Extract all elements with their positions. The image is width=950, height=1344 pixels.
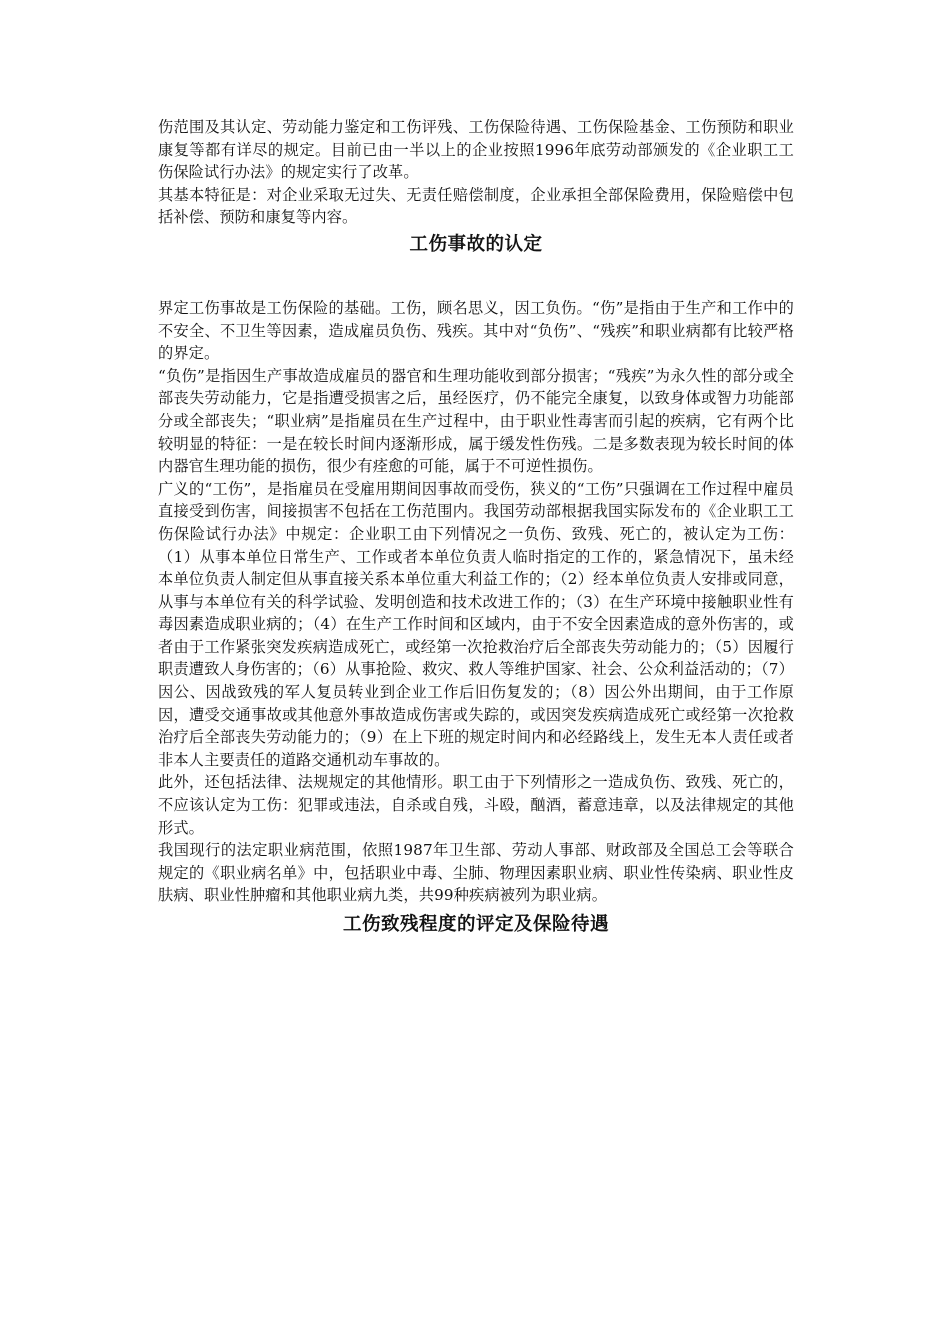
section1-paragraph-1: 界定工伤事故是工伤保险的基础。工伤，顾名思义，因工负伤。“伤”是指由于生产和工作中的不安全、不卫生等因素，造成雇员负伤、残疾。其中对“负伤”、“残疾”和职业病都有比较严格的界定。 (158, 298, 794, 363)
document-page (158, 116, 794, 939)
section-heading-disability-assessment: 工伤致残程度的评定及保险待遇 (342, 914, 609, 935)
section-heading-injury-determination: 工伤事故的认定 (409, 233, 543, 255)
section1-paragraph-5: 我国现行的法定职业病范围，依照1987年卫生部、劳动人事部、财政部及全国总工会等联合规定的《职业病名单》中，包括职业中毒、尘肺、物理因素职业病、职业性传染病、职业性皮肤病、职业性肿瘤和其他职业病九类，共99种疾病被列为职业病。 (158, 841, 794, 905)
section1-paragraph-4: 此外，还包括法律、法规规定的其他情形。职工由于下列情形之一造成负伤、致残、死亡的，不应该认定为工伤：犯罪或违法，自杀或自残，斗殴，酗酒，蓄意违章，以及法律规定的其他形式。 (158, 773, 794, 837)
intro-paragraph-1: 伤范围及其认定、劳动能力鉴定和工伤评残、工伤保险待遇、工伤保险基金、工伤预防和职业康复等都有详尽的规定。目前已由一半以上的企业按照1996年底劳动部颁发的《企业职工工伤保险试行办法》的规定实行了改革。 (158, 118, 794, 182)
intro-paragraph-2: 其基本特征是：对企业采取无过失、无责任赔偿制度，企业承担全部保险费用，保险赔偿中包括补偿、预防和康复等内容。 (158, 185, 794, 227)
section1-paragraph-2: “负伤”是指因生产事故造成雇员的器官和生理功能收到部分损害；“残疾”为永久性的部分或全部丧失劳动能力，它是指遭受损害之后，虽经医疗，仍不能完全康复，以致身体或智力功能部分或全部丧失；“职业病”是指雇员在生产过程中，由于职业性毒害而引起的疾病，它有两个比较明显的特征：一是在较长时间内逐渐形成，属于缓发性伤残。二是多数表现为较长时间的体内器官生理功能的损伤，很少有痊愈的可能，属于不可逆性损伤。 (158, 366, 794, 476)
section1-paragraph-3: 广义的“工伤”，是指雇员在受雇用期间因事故而受伤，狭义的“工伤”只强调在工作过程中雇员直接受到伤害，间接损害不包括在工伤范围内。我国劳动部根据我国实际发布的《企业职工工伤保险试行办法》中规定：企业职工由下列情况之一负伤、致残、死亡的，被认定为工伤：（1）从事本单位日常生产、工作或者本单位负责人临时指定的工作的，紧急情况下，虽未经本单位负责人制定但从事直接关系本单位重大利益工作的；（2）经本单位负责人安排或同意，从事与本单位有关的科学试验、发明创造和技术改进工作的；（3）在生产环境中接触职业性有毒因素造成职业病的；（4）在生产工作时间和区域内，由于不安全因素造成的意外伤害的，或者由于工作紧张突发疾病造成死亡，或经第一次抢救治疗后全部丧失劳动能力的；（5）因履行职责遭致人身伤害的；（6）从事抢险、救灾、救人等维护国家、社会、公众利益活动的；（7）因公、因战致残的军人复员转业到企业工作后旧伤复发的；（8）因公外出期间，由于工作原因，遭受交通事故或其他意外事故造成伤害或失踪的，或因突发疾病造成死亡或经第一次抢救治疗后全部丧失劳动能力的；（9）在上下班的规定时间内和必经路线上，发生无本人责任或者非本人主要责任的道路交通机动车事故的。 (158, 479, 794, 769)
